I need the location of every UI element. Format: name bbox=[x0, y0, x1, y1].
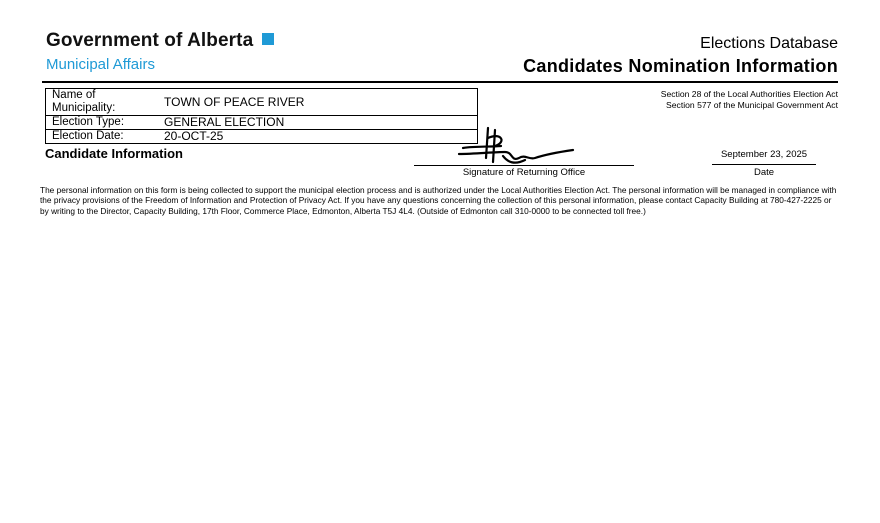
logo-square-icon bbox=[262, 33, 274, 45]
table-row bbox=[46, 116, 478, 130]
legislation-references bbox=[661, 89, 838, 111]
table-row bbox=[46, 130, 478, 144]
handwritten-signature bbox=[455, 124, 575, 168]
org-name: Government of Alberta bbox=[46, 30, 254, 51]
signature-label: Signature of Returning Office bbox=[462, 167, 586, 178]
privacy-notice: The personal information on this form is being collected to support the municipal election process and is authorized under the Local Authorities Election Act. The personal information will be managed in compliance with the privacy provisions of the Freedom of Information and Protection of Privacy Act. If you have any questions concerning the collection of this personal information, please contact Capacity Building at 780-427-2225 or by writing to the Director, Capacity Building, 17th Floor, Commerce Place, Edmonton, Alberta T5J 4L4. (Outside of Edmonton call 310-0000 to be connected toll free.) bbox=[40, 185, 837, 216]
table-row bbox=[46, 89, 478, 116]
info-value: 20-OCT-25 bbox=[158, 130, 478, 144]
legislation-line: Section 577 of the Municipal Government Act bbox=[666, 100, 838, 110]
info-label: Election Type: bbox=[46, 116, 159, 130]
signature-line bbox=[414, 165, 634, 166]
date-line bbox=[712, 164, 816, 165]
info-value: TOWN OF PEACE RIVER bbox=[158, 89, 478, 116]
candidate-info-heading: Candidate Information bbox=[45, 146, 183, 161]
info-label: Election Date: bbox=[46, 130, 159, 144]
header-divider bbox=[42, 81, 838, 83]
date-value: September 23, 2025 bbox=[720, 149, 808, 160]
document-title: Candidates Nomination Information bbox=[523, 56, 838, 76]
info-value: GENERAL ELECTION bbox=[158, 116, 478, 130]
info-label: Name of Municipality: bbox=[46, 89, 159, 116]
org-logo-text bbox=[46, 30, 274, 52]
municipality-info-table bbox=[45, 88, 478, 144]
department-name: Municipal Affairs bbox=[46, 56, 155, 73]
legislation-line: Section 28 of the Local Authorities Election Act bbox=[660, 89, 838, 99]
date-label: Date bbox=[753, 167, 775, 178]
database-title: Elections Database bbox=[700, 35, 838, 52]
